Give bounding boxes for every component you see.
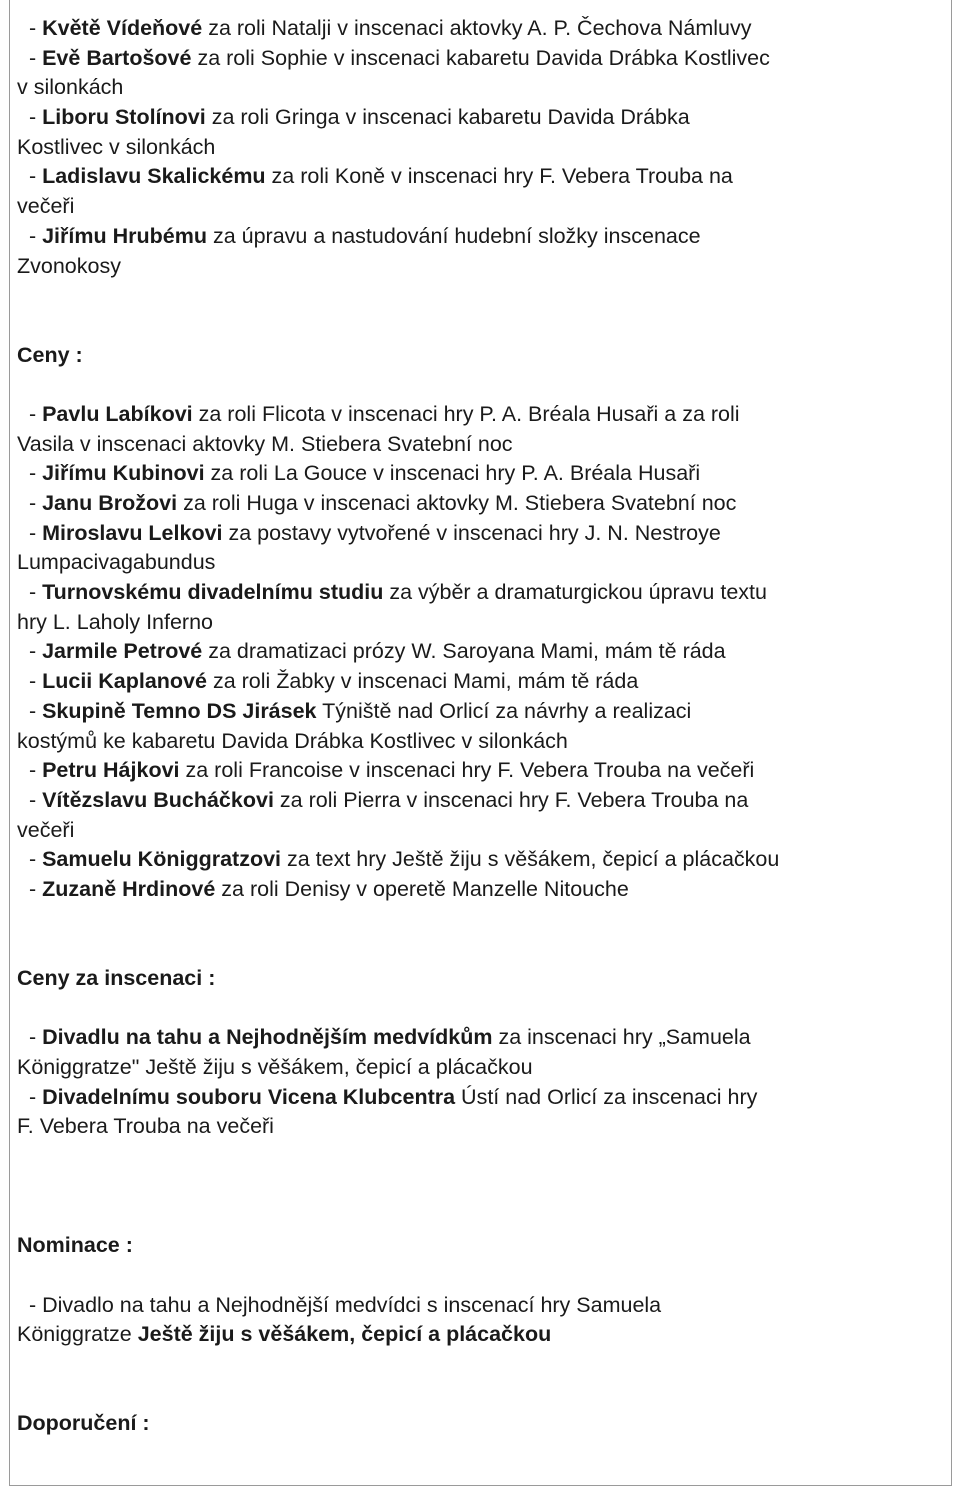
line-text-rest: za roli Gringa v inscenaci kabaretu Davida Drábka: [205, 105, 690, 130]
line-text-rest: Týniště nad Orlicí za návrhy a realizaci: [316, 698, 692, 723]
line-text: -: [17, 580, 43, 605]
awards-list-individual: [17, 14, 947, 281]
text-line: [17, 875, 947, 905]
line-text: kostýmů ke kabaretu Davida Drábka Kostlivec v silonkách: [17, 728, 568, 753]
text-line: [17, 44, 947, 74]
line-text: večeři: [17, 194, 75, 219]
line-text: -: [17, 1025, 43, 1050]
text-line: [17, 816, 947, 846]
text-line: [17, 162, 947, 192]
text-line: [17, 1291, 947, 1321]
line-text: -: [17, 787, 43, 812]
text-line: [17, 578, 947, 608]
recipient-name: Lucii Kaplanové: [42, 669, 207, 694]
line-text: -: [17, 491, 43, 515]
text-line: [17, 459, 947, 489]
text-line: [17, 430, 947, 460]
text-line: [17, 756, 947, 786]
text-line: [17, 519, 947, 549]
line-text-rest: za roli Žabky v inscenaci Mami, mám tě ráda: [206, 669, 639, 694]
text-line: [17, 845, 947, 875]
line-text: Königgratze: [17, 1322, 138, 1347]
text-line: [17, 548, 947, 578]
line-text: -: [17, 16, 43, 40]
line-text: -: [17, 164, 43, 189]
line-text: -: [17, 520, 43, 545]
text-line: [17, 489, 947, 519]
line-text-rest: za roli Natalji v inscenaci aktovky A. P. Čechova Námluvy: [202, 16, 752, 40]
text-line: [17, 667, 947, 697]
line-text: -: [17, 223, 43, 248]
heading-ceny-za-inscenaci: Ceny za inscenaci :: [17, 966, 216, 990]
line-text: Lumpacivagabundus: [17, 550, 216, 575]
text-line: [17, 400, 947, 430]
text-line: [17, 1320, 947, 1350]
line-text: večeři: [17, 817, 75, 842]
line-text-rest: za roli Flicota v inscenaci hry P. A. Bréala Husaři a za roli: [192, 401, 740, 426]
recipient-name: Květě Vídeňové: [42, 16, 203, 40]
line-text-rest: Ústí nad Orlicí za inscenaci hry: [455, 1084, 758, 1109]
text-line: [17, 252, 947, 282]
awards-list-ceny: [17, 400, 947, 905]
recipient-name: Ještě žiju s věšákem, čepicí a plácačkou: [137, 1322, 552, 1347]
line-text-rest: za postavy vytvořené v inscenaci hry J. N. Nestroye: [222, 520, 721, 545]
text-line: [17, 103, 947, 133]
line-text-rest: za roli Pierra v inscenaci hry F. Vebera Trouba na: [273, 787, 749, 812]
nominations-list: [17, 1291, 947, 1350]
line-text: -: [17, 847, 43, 872]
line-text: -: [17, 669, 43, 694]
text-line: [17, 1083, 947, 1113]
line-text-rest: za roli Koně v inscenaci hry F. Vebera Trouba na: [265, 164, 733, 189]
recipient-name: Jiřímu Kubinovi: [42, 461, 205, 486]
text-line: [17, 786, 947, 816]
text-line: [17, 14, 947, 44]
heading-doporuceni: Doporučení :: [17, 1411, 150, 1436]
text-line: [17, 73, 947, 103]
text-line: [17, 637, 947, 667]
line-text: v silonkách: [17, 75, 124, 100]
line-text-rest: za dramatizaci prózy W. Saroyana Mami, mám tě ráda: [202, 639, 726, 664]
line-text: Vasila v inscenaci aktovky M. Stiebera Svatební noc: [17, 431, 513, 456]
recipient-name: Samuelu Königgratzovi: [42, 847, 282, 872]
recipient-name: Janu Brožovi: [42, 491, 178, 515]
line-text: Königgratze" Ještě žiju s věšákem, čepicí a plácačkou: [17, 1055, 533, 1080]
line-text: -: [17, 461, 43, 486]
line-text-rest: za roli Sophie v inscenaci kabaretu Davida Drábka Kostlivec: [191, 45, 770, 70]
line-text: - Divadlo na tahu a Nejhodnější medvídci s inscenací hry Samuela: [17, 1292, 662, 1317]
line-text-rest: za výběr a dramaturgickou úpravu textu: [383, 580, 767, 605]
document-body: [17, 14, 947, 1439]
text-line: [17, 1112, 947, 1142]
heading-ceny: Ceny :: [17, 342, 83, 367]
line-text-rest: za roli Denisy v operetě Manzelle Nitouche: [215, 876, 629, 901]
text-line: [17, 222, 947, 252]
heading-nominace: Nominace :: [17, 1233, 133, 1258]
recipient-name: Liboru Stolínovi: [42, 105, 206, 130]
text-line: [17, 1053, 947, 1083]
text-line: [17, 192, 947, 222]
line-text: -: [17, 758, 43, 783]
line-text: -: [17, 45, 43, 70]
line-text: -: [17, 639, 43, 664]
text-line: [17, 727, 947, 757]
recipient-name: Miroslavu Lelkovi: [42, 520, 223, 545]
text-line: [17, 608, 947, 638]
recipient-name: Jarmile Petrové: [42, 639, 203, 664]
line-text: Kostlivec v silonkách: [17, 134, 216, 159]
line-text: -: [17, 698, 43, 723]
recipient-name: Divadlu na tahu a Nejhodnějším medvídkům: [42, 1025, 493, 1050]
recipient-name: Skupině Temno DS Jirásek: [42, 698, 317, 723]
line-text: -: [17, 105, 43, 130]
text-line: [17, 697, 947, 727]
recipient-name: Petru Hájkovi: [42, 758, 180, 783]
line-text-rest: za roli Huga v inscenaci aktovky M. Stiebera Svatební noc: [177, 491, 737, 515]
line-text: -: [17, 1084, 43, 1109]
line-text: F. Vebera Trouba na večeři: [17, 1114, 274, 1139]
recipient-name: Divadelnímu souboru Vicena Klubcentra: [42, 1084, 456, 1109]
line-text-rest: za roli Francoise v inscenaci hry F. Vebera Trouba na večeři: [179, 758, 755, 783]
recipient-name: Pavlu Labíkovi: [42, 401, 193, 426]
recipient-name: Evě Bartošové: [42, 45, 192, 70]
line-text: Zvonokosy: [17, 253, 121, 278]
line-text-rest: za inscenaci hry „Samuela: [492, 1025, 751, 1050]
recipient-name: Vítězslavu Bucháčkovi: [42, 787, 274, 812]
text-line: [17, 1023, 947, 1053]
line-text: hry L. Laholy Inferno: [17, 609, 214, 634]
awards-list-inscenace: [17, 1023, 947, 1142]
line-text-rest: za roli La Gouce v inscenaci hry P. A. Bréala Husaři: [204, 461, 701, 486]
recipient-name: Zuzaně Hrdinové: [42, 876, 216, 901]
line-text: -: [17, 876, 43, 901]
recipient-name: Jiřímu Hrubému: [42, 223, 207, 248]
line-text: -: [17, 401, 43, 426]
recipient-name: Turnovskému divadelnímu studiu: [42, 580, 384, 605]
line-text-rest: za úpravu a nastudování hudební složky inscenace: [206, 223, 701, 248]
text-line: [17, 133, 947, 163]
line-text-rest: za text hry Ještě žiju s věšákem, čepicí a plácačkou: [281, 847, 780, 872]
recipient-name: Ladislavu Skalickému: [42, 164, 266, 189]
